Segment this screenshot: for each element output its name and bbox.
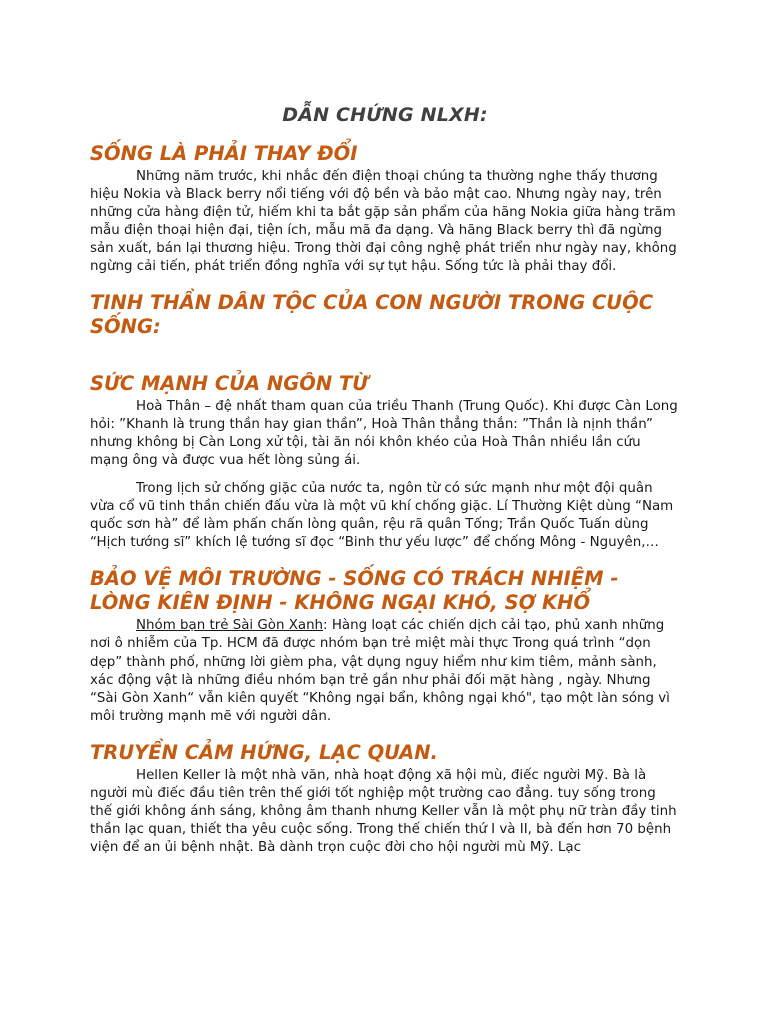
group-name-label: Nhóm bạn trẻ Sài Gòn Xanh — [136, 618, 324, 634]
section-heading-environment: BẢO VỆ MÔI TRƯỜNG - SỐNG CÓ TRÁCH NHIỆM - LÒNG KIÊN ĐỊNH - KHÔNG NGẠI KHÓ, SỢ KHỔ — [90, 567, 619, 615]
section-paragraph-saigon-xanh — [90, 617, 680, 726]
section-heading-change: SỐNG LÀ PHẢI THAY ĐỔI — [90, 142, 358, 165]
document-page — [90, 104, 680, 857]
section-paragraph-hellen-keller: Hellen Keller là một nhà văn, nhà hoạt động xã hội mù, điếc người Mỹ. Bà là người mù điếc đầu tiên trên thế giới tốt nghiệp một trường cao đẳng. tuy sống trong thế giới không ánh sáng, không âm thanh nhưng Keller vẫn là một phụ nữ tràn đầy tinh thần lạc quan, thiết tha yêu cuộc sống. Trong thế chiến thứ I và II, bà đến hơn 70 bệnh viện để an ủi bệnh nhật. Bà dành trọn cuộc đời cho hội người mù Mỹ. Lạc — [90, 767, 677, 856]
section-heading-power-of-words: SỨC MẠNH CỦA NGÔN TỪ — [90, 371, 369, 395]
section-paragraph-change: Những năm trước, khi nhắc đến điện thoại chúng ta thường nghe thấy thương hiệu Nokia và Black berry nổi tiếng với độ bền và bảo mật cao. Nhưng ngày nay, trên những cửa hàng điện tử, hiếm khi ta bắt gặp sản phẩm của hãng Nokia giữa hàng trăm mẫu điện thoại hiện đại, tiện ích, mẫu mã đa dạng. Và hãng Black berry thì đã ngừng sản xuất, bán lại thương hiệu. Trong thời đại công nghệ phát triển như ngày nay, không ngừng cải tiến, phát triển đồng nghĩa với sự tụt hậu. Sống tức là phải thay đổi. — [90, 169, 677, 275]
section-paragraph-hoa-than: Hoà Thân – đệ nhất tham quan của triều Thanh (Trung Quốc). Khi được Càn Long hỏi: ”Khanh là trung thần hay gian thần”, Hoà Thân thẳng thắn: ”Thần là nịnh thần” nhưng không bị Càn Long xử tội, tài ăn nói khôn khéo của Hoà Thân nhiều lần cứu mạng ông và được vua hết lòng sủng ái. — [90, 398, 678, 468]
group-description: : Hàng loạt các chiến dịch cải tạo, phủ xanh những nơi ô nhiễm của Tp. HCM đã được nhóm bạn trẻ miệt mài thực Trong quá trình “dọn dẹp” thành phố, những lời gièm pha, vật dụng nguy hiểm như kim tiêm, mảnh sành, xác động vật là những điều nhóm bạn trẻ gần như phải đối mặt hàng , ngày. Nhưng “Sài Gòn Xanh“ vẫn kiên quyết “Không ngại bẩn, không ngại khó", tạo một làn sóng vì môi trường mạnh mẽ với người dân. — [90, 618, 670, 724]
section-heading-inspiration: TRUYỀN CẢM HỨNG, LẠC QUAN. — [90, 740, 438, 764]
section-paragraph-history: Trong lịch sử chống giặc của nước ta, ngôn từ có sức mạnh như một đội quân vừa cổ vũ tinh thần chiến đấu vừa là một vũ khí chống giặc. Lí Thường Kiệt dùng “Nam quốc sơn hà” để làm phấn chấn lòng quân, rệu rã quân Tống; Trần Quốc Tuấn dùng “Hịch tướng sĩ” khích lệ tướng sĩ đọc “Binh thư yếu lược” để chống Mông - Nguyên,… — [90, 480, 674, 551]
section-heading-national-spirit: TINH THẦN DÂN TỘC CỦA CON NGƯỜI TRONG CUỘC SỐNG: — [90, 290, 654, 338]
document-title: DẪN CHỨNG NLXH: — [282, 104, 488, 126]
